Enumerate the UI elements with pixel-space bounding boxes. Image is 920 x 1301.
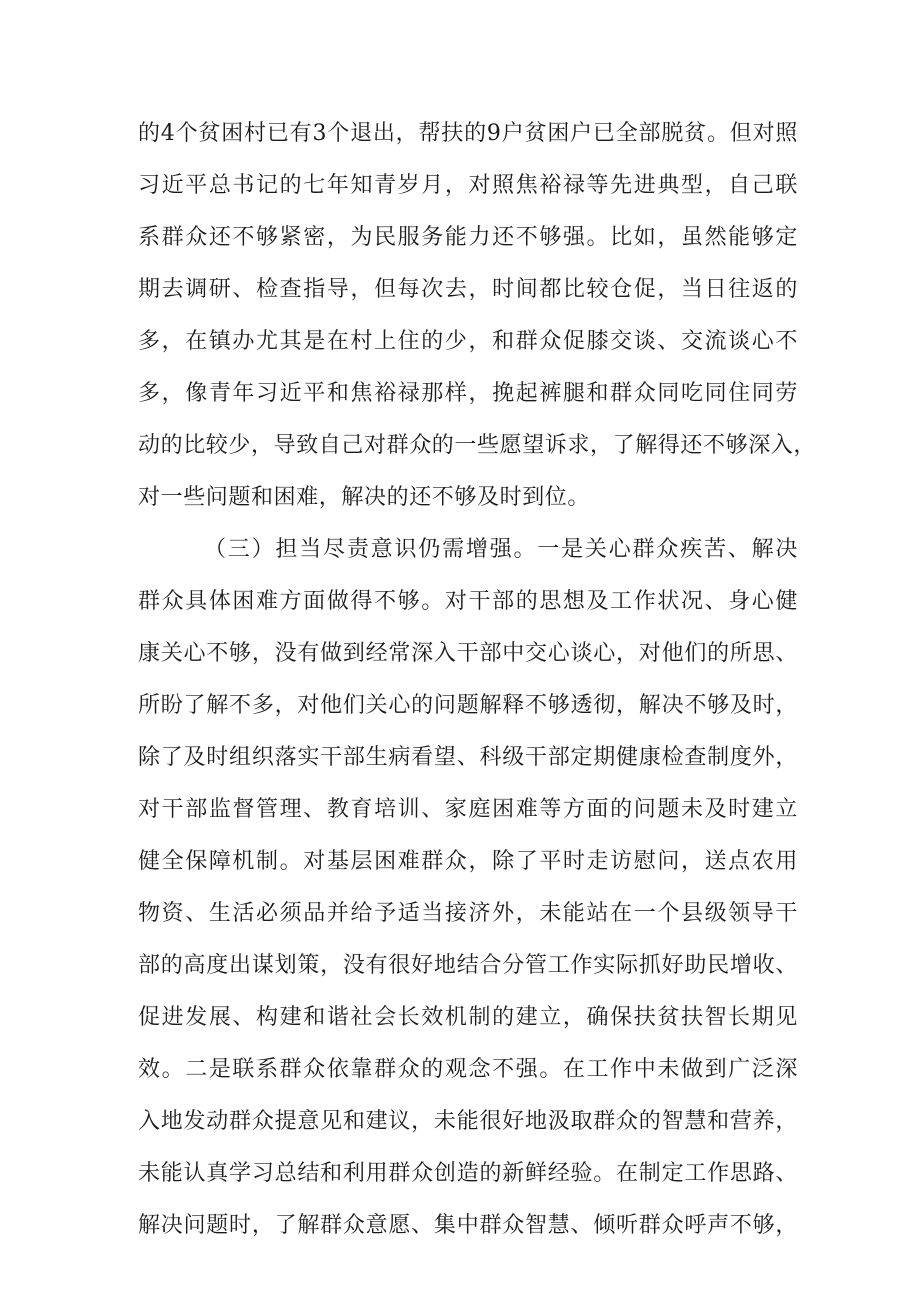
text-line: 效。二是联系群众依靠群众的观念不强。在工作中未做到广泛深 [138, 1057, 798, 1082]
text-line: 未能认真学习总结和利用群众创造的新鲜经验。在制定工作思路、 [138, 1161, 798, 1186]
text-line: 多，像青年习近平和焦裕禄那样，挽起裤腿和群众同吃同住同劳 [138, 381, 798, 406]
text-line: 解决问题时，了解群众意愿、集中群众智慧、倾听群众呼声不够， [138, 1213, 798, 1238]
text-line: 部的高度出谋划策，没有很好地结合分管工作实际抓好助民增收、 [138, 953, 798, 978]
text-line: 健全保障机制。对基层困难群众，除了平时走访慰问，送点农用 [138, 849, 798, 874]
section-heading-line: （三）担当尽责意识仍需增强。一是关心群众疾苦、解决 [204, 537, 798, 562]
text-line: 动的比较少，导致自己对群众的一些愿望诉求，了解得还不够深入， [138, 433, 817, 458]
text-line: 康关心不够，没有做到经常深入干部中交心谈心，对他们的所思、 [138, 641, 798, 666]
text-line: 系群众还不够紧密，为民服务能力还不够强。比如，虽然能够定 [138, 225, 798, 250]
text-line: 习近平总书记的七年知青岁月，对照焦裕禄等先进典型，自己联 [138, 173, 798, 198]
text-line: 群众具体困难方面做得不够。对干部的思想及工作状况、身心健 [138, 589, 798, 614]
text-line: 所盼了解不多，对他们关心的问题解释不够透彻，解决不够及时， [138, 693, 798, 718]
text-line: 促进发展、构建和谐社会长效机制的建立，确保扶贫扶智长期见 [138, 1005, 798, 1030]
text-line: 的4个贫困村已有3个退出，帮扶的9户贫困户已全部脱贫。但对照 [138, 121, 798, 146]
text-line: 对干部监督管理、教育培训、家庭困难等方面的问题未及时建立 [138, 797, 798, 822]
text-line: 多，在镇办尤其是在村上住的少，和群众促膝交谈、交流谈心不 [138, 329, 798, 354]
text-line: 物资、生活必须品并给予适当接济外，未能站在一个县级领导干 [138, 901, 798, 926]
text-line: 对一些问题和困难，解决的还不够及时到位。 [138, 485, 591, 510]
text-line: 入地发动群众提意见和建议，未能很好地汲取群众的智慧和营养， [138, 1109, 798, 1134]
text-line: 除了及时组织落实干部生病看望、科级干部定期健康检查制度外， [138, 745, 798, 770]
text-line: 期去调研、检查指导，但每次去，时间都比较仓促，当日往返的 [138, 277, 798, 302]
